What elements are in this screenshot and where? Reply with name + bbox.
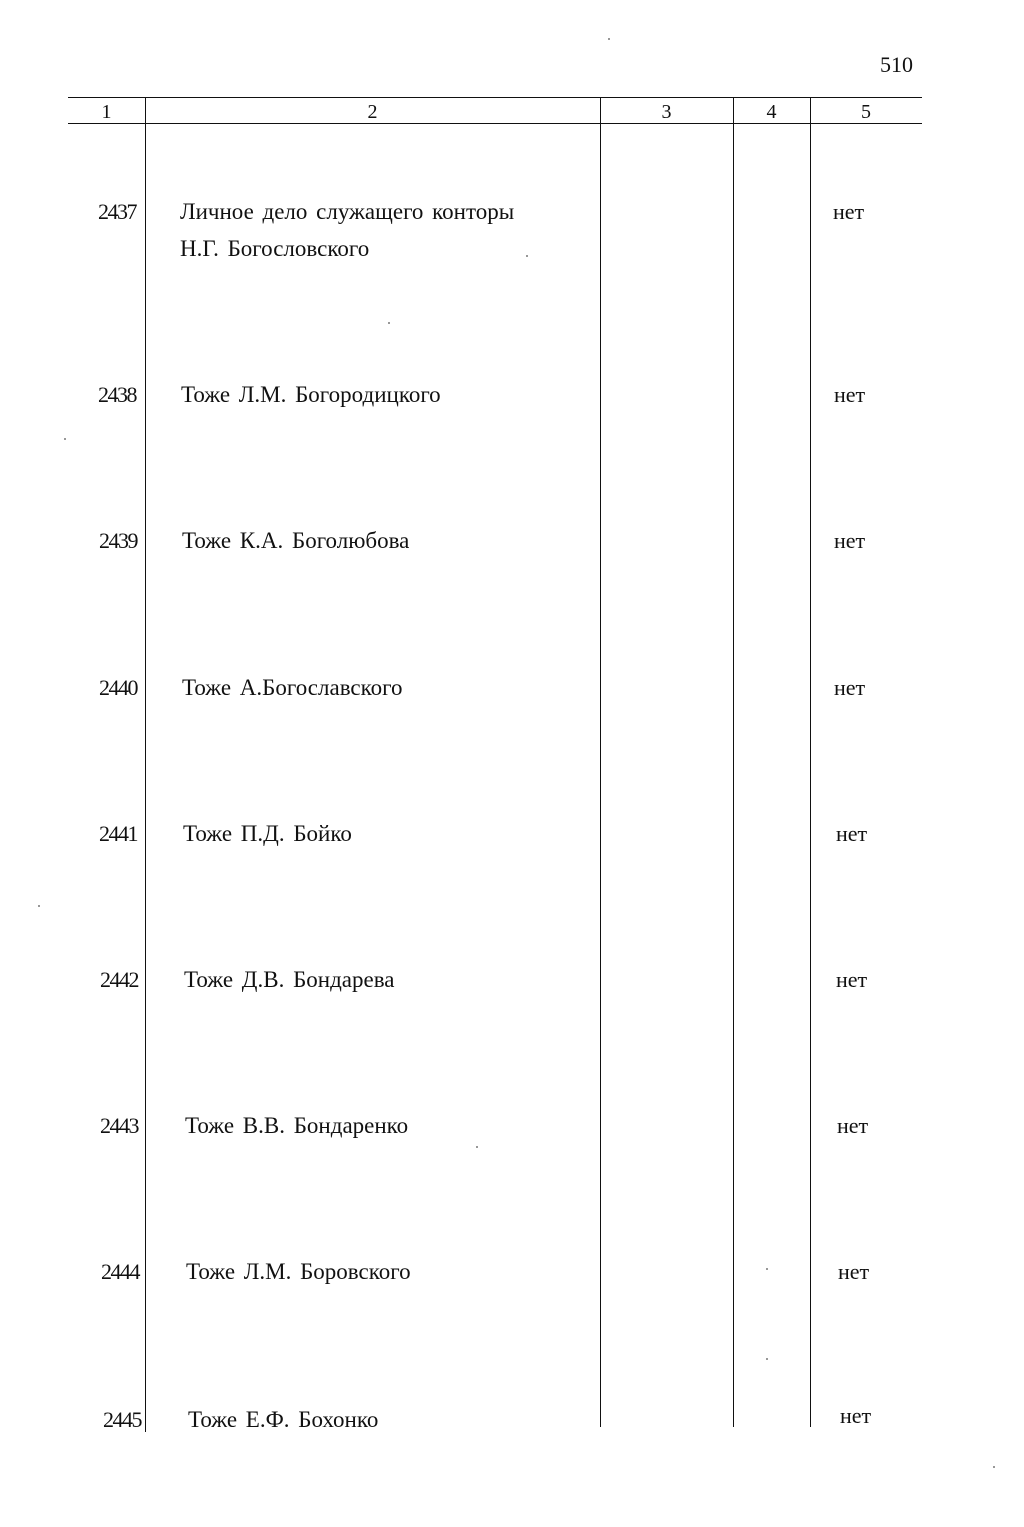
- column-divider-1: [145, 97, 146, 1432]
- case-number: 2443: [100, 1113, 138, 1138]
- availability-mark: нет: [834, 382, 866, 407]
- column-header-4: 4: [766, 101, 777, 123]
- availability-mark: нет: [836, 967, 868, 992]
- case-number: 2438: [98, 382, 136, 407]
- column-header-1: 1: [101, 101, 112, 123]
- availability-mark: нет: [836, 821, 868, 846]
- case-number: 2439: [99, 528, 137, 553]
- case-title: [180, 193, 514, 267]
- case-title-line: Личное дело служащего конторы: [180, 199, 515, 224]
- column-header-3: 3: [661, 101, 672, 123]
- page-number: 510: [880, 52, 913, 77]
- scan-speck: [766, 1268, 768, 1270]
- scan-speck: [526, 255, 528, 257]
- availability-mark: нет: [834, 528, 866, 553]
- column-header-5: 5: [861, 101, 871, 123]
- case-number: 2442: [100, 967, 138, 992]
- column-header-2: 2: [367, 101, 378, 123]
- availability-mark: нет: [837, 1113, 869, 1138]
- scan-speck: [64, 438, 66, 440]
- table-row: [0, 525, 1024, 585]
- case-title: Тоже Л.М. Боровского: [186, 1259, 411, 1284]
- case-title: Тоже К.А. Боголюбова: [182, 528, 410, 553]
- scan-speck: [993, 1466, 995, 1468]
- case-title: Тоже В.В. Бондаренко: [185, 1113, 409, 1138]
- scan-speck: [476, 1146, 478, 1148]
- availability-mark: нет: [840, 1403, 872, 1428]
- table-top-rule: [68, 97, 922, 98]
- availability-mark: нет: [833, 199, 865, 224]
- table-row: [0, 1256, 1024, 1316]
- scan-speck: [388, 322, 390, 324]
- table-row: [0, 1110, 1024, 1170]
- table-row: [0, 672, 1024, 732]
- case-title: Тоже Д.В. Бондарева: [184, 967, 395, 992]
- availability-mark: нет: [838, 1259, 870, 1284]
- table-row: [0, 818, 1024, 878]
- case-number: 2441: [99, 821, 137, 846]
- case-title-line: Н.Г. Богословского: [180, 236, 370, 261]
- table-row: [0, 964, 1024, 1024]
- case-number: 2440: [99, 675, 137, 700]
- table-row: [0, 379, 1024, 439]
- table-row: [0, 1404, 1024, 1464]
- availability-mark: нет: [834, 675, 866, 700]
- column-divider-4: [810, 97, 811, 1427]
- scan-speck: [608, 38, 610, 40]
- column-divider-2: [600, 97, 601, 1427]
- case-title: Тоже Л.М. Богородицкого: [181, 382, 441, 407]
- column-divider-3: [733, 97, 734, 1427]
- scan-speck: [38, 905, 40, 907]
- case-title: Тоже П.Д. Бойко: [183, 821, 352, 846]
- case-title: Тоже Е.Ф. Бохонко: [188, 1407, 379, 1432]
- case-title: Тоже А.Богославского: [182, 675, 403, 700]
- case-number: 2437: [98, 199, 136, 224]
- case-number: 2444: [101, 1259, 139, 1284]
- table-row: [0, 196, 1024, 276]
- case-number: 2445: [103, 1407, 141, 1432]
- scan-speck: [766, 1358, 768, 1360]
